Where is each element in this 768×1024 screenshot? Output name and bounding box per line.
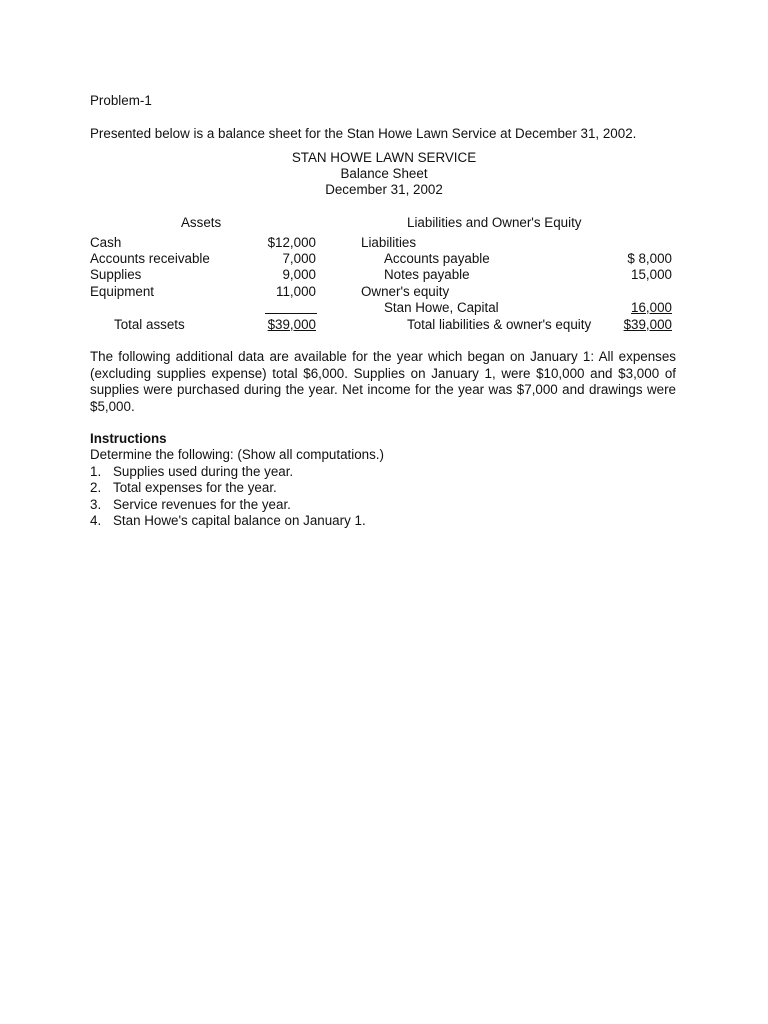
total-liabilities-equity-label: Total liabilities & owner's equity <box>407 317 592 332</box>
asset-label-cash: Cash <box>90 235 122 250</box>
total-liabilities-equity-amount: $39,000 <box>623 317 672 332</box>
notes-payable-amount: 15,000 <box>631 267 672 282</box>
total-assets-label: Total assets <box>114 317 185 332</box>
asset-amount-supplies: 9,000 <box>282 267 316 282</box>
company-name: STAN HOWE LAWN SERVICE <box>291 150 477 165</box>
instructions-heading: Instructions <box>90 431 167 446</box>
instruction-item-number: 4. <box>90 513 102 528</box>
instruction-item-text: Stan Howe's capital balance on January 1. <box>113 513 366 528</box>
accounts-payable-amount: $ 8,000 <box>627 251 672 266</box>
capital-amount: 16,000 <box>631 300 672 315</box>
instruction-item-number: 3. <box>90 497 102 512</box>
owners-equity-section-label: Owner's equity <box>361 284 450 299</box>
problem-label: Problem-1 <box>90 93 152 108</box>
instruction-item-text: Service revenues for the year. <box>113 497 291 512</box>
accounts-payable-label: Accounts payable <box>384 251 490 266</box>
capital-label: Stan Howe, Capital <box>384 300 499 315</box>
instruction-item-text: Total expenses for the year. <box>113 480 277 495</box>
total-assets-amount: $39,000 <box>267 317 316 332</box>
instruction-item-text: Supplies used during the year. <box>113 464 294 479</box>
asset-amount-equipment: 11,000 <box>276 284 316 299</box>
asset-amount-cash: $12,000 <box>267 235 316 250</box>
assets-subtotal-rule <box>265 313 317 314</box>
instruction-item-number: 2. <box>90 480 102 495</box>
asset-label-equipment: Equipment <box>90 284 155 299</box>
statement-date: December 31, 2002 <box>325 182 443 197</box>
assets-heading: Assets <box>181 215 222 230</box>
instructions-lead: Determine the following: (Show all computations.) <box>90 447 384 462</box>
statement-name: Balance Sheet <box>340 166 428 181</box>
additional-data-paragraph: The following additional data are available for the year which began on January 1: All expenses (excluding supplies expense) total $6,000. Supplies on January 1, were $10,000 and $3,000 of supplies were purchased during the year. Net income for the year was $7,000 and drawings were $5,000. <box>90 349 676 414</box>
intro-text: Presented below is a balance sheet for the Stan Howe Lawn Service at December 31, 2002. <box>90 126 637 141</box>
liabilities-equity-heading: Liabilities and Owner's Equity <box>407 215 582 230</box>
instruction-item-number: 1. <box>90 464 102 479</box>
liabilities-section-label: Liabilities <box>361 235 417 250</box>
asset-label-supplies: Supplies <box>90 267 142 282</box>
notes-payable-label: Notes payable <box>384 267 470 282</box>
asset-label-accounts-receivable: Accounts receivable <box>90 251 210 266</box>
asset-amount-accounts-receivable: 7,000 <box>282 251 316 266</box>
